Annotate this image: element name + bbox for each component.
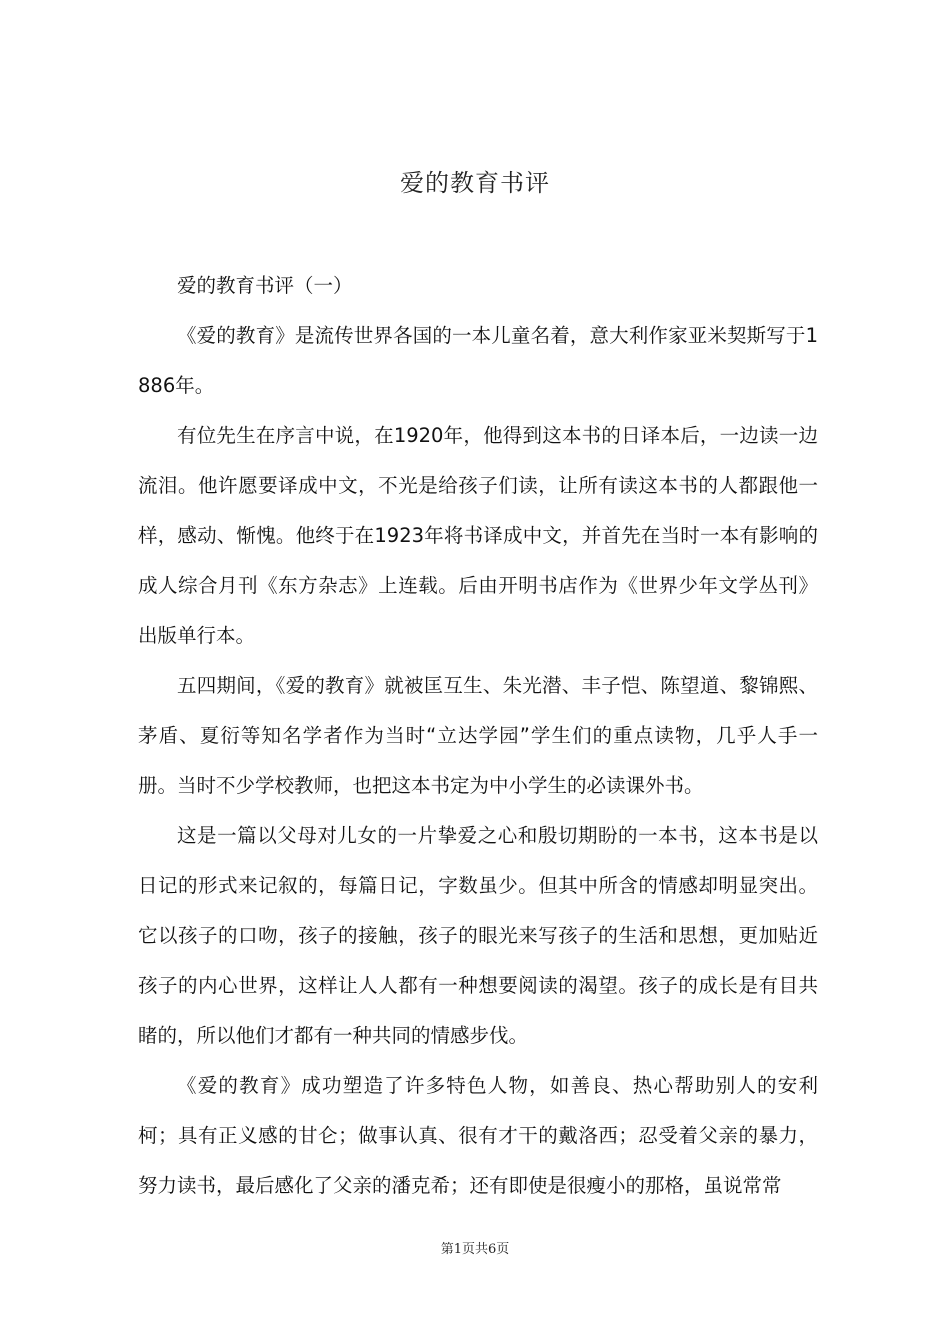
paragraph: 这是一篇以父母对儿女的一片挚爱之心和殷切期盼的一本书，这本书是以日记的形式来记叙的，每篇日记，字数虽少。但其中所含的情感却明显突出。它以孩子的口吻，孩子的接触，孩子的眼光来写孩子的生活和思想，更加贴近孩子的内心世界，这样让人人都有一种想要阅读的渴望。孩子的成长是有目共睹的，所以他们才都有一种共同的情感步伐。: [138, 824, 818, 1047]
paragraph: 《爱的教育》成功塑造了许多特色人物，如善良、热心帮助别人的安利柯；具有正义感的甘仑；做事认真、很有才干的戴洛西；忍受着父亲的暴力，努力读书，最后感化了父亲的潘克希；还有即使是很瘦小的那格，虽说常常: [138, 1074, 818, 1197]
paragraph: 《爱的教育》是流传世界各国的一本儿童名着，意大利作家亚米契斯写于1886年。: [138, 324, 818, 397]
paragraph: 五四期间，《爱的教育》就被匡互生、朱光潜、丰子恺、陈望道、黎锦熙、茅盾、夏衍等知名学者作为当时“立达学园”学生们的重点读物，几乎人手一册。当时不少学校教师，也把这本书定为中小学生的必读课外书。: [138, 674, 818, 797]
document-title: 爱的教育书评: [400, 169, 550, 197]
paragraph: 有位先生在序言中说，在1920年，他得到这本书的日译本后，一边读一边流泪。他许愿要译成中文，不光是给孩子们读，让所有读这本书的人都跟他一样，感动、惭愧。他终于在1923年将书译成中文，并首先在当时一本有影响的成人综合月刊《东方杂志》上连载。后由开明书店作为《世界少年文学丛刊》出版单行本。: [138, 424, 818, 647]
section-heading: 爱的教育书评（一）: [177, 274, 353, 297]
page-number-footer: 第1页共6页: [440, 1242, 510, 1257]
document-body: [138, 261, 818, 1211]
